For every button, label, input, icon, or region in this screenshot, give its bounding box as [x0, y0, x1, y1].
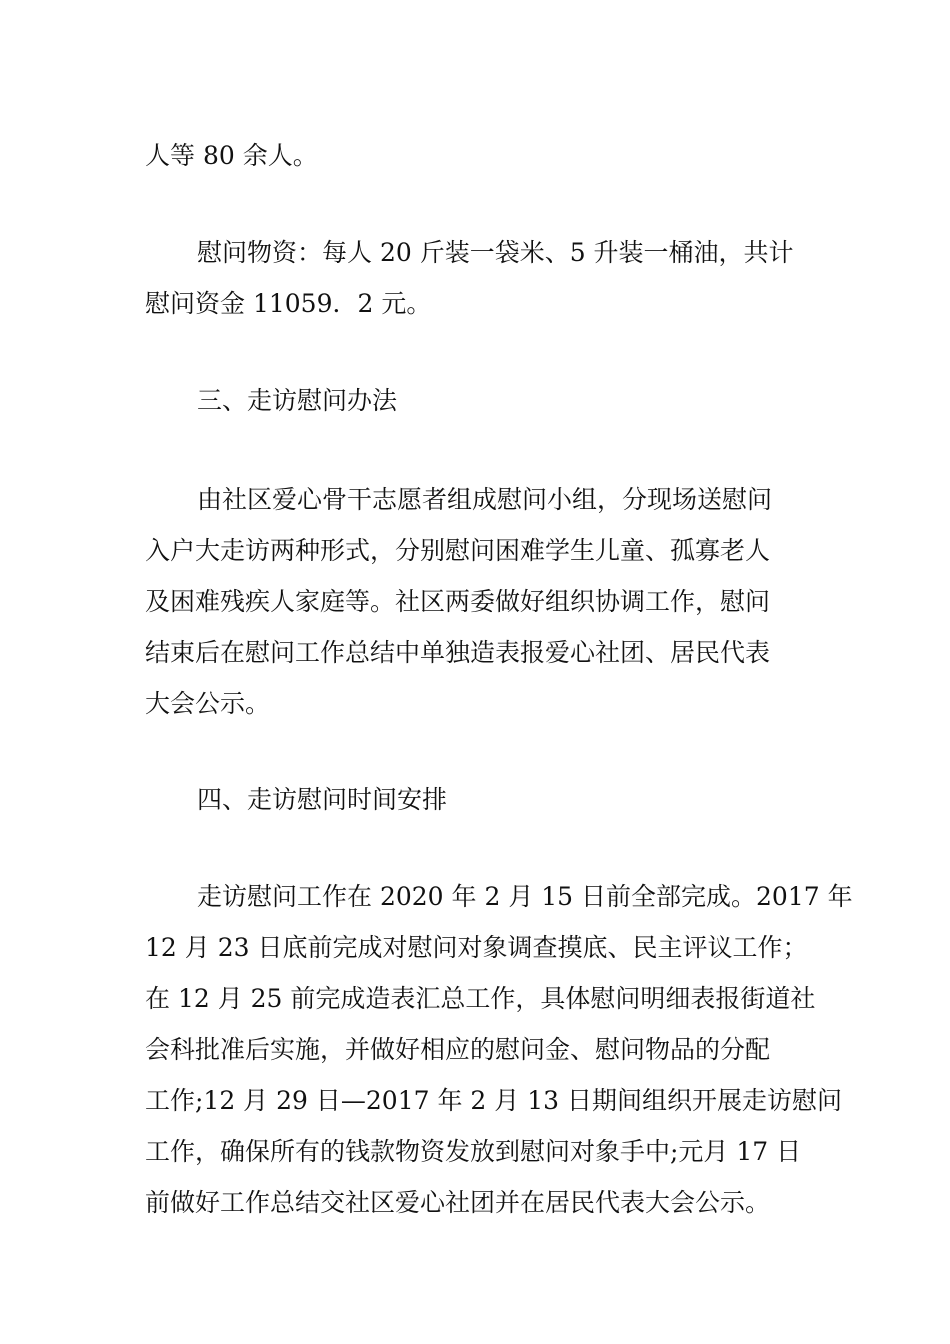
- paragraph-line: 及困难残疾人家庭等。社区两委做好组织协调工作，慰问: [145, 587, 771, 616]
- paragraph-line: 前做好工作总结交社区爱心社团并在居民代表大会公示。: [145, 1188, 771, 1217]
- section-heading-schedule: 四、走访慰问时间安排: [197, 785, 448, 814]
- paragraph-method: [145, 474, 805, 729]
- paragraph-line: 12 月 23 日底前完成对慰问对象调查摸底、民主评议工作；: [145, 933, 808, 962]
- paragraph-line: 结束后在慰问工作总结中单独造表报爱心社团、居民代表: [145, 638, 771, 667]
- paragraph-line: 由社区爱心骨干志愿者组成慰问小组，分现场送慰问: [197, 485, 773, 514]
- paragraph-line: 工作，确保所有的钱款物资发放到慰问对象手中;元月 17 日: [145, 1137, 802, 1166]
- paragraph-line: 走访慰问工作在 2020 年 2 月 15 日前全部完成。2017 年: [197, 882, 853, 911]
- paragraph-supplies: [145, 227, 805, 329]
- paragraph-schedule: [145, 871, 853, 1228]
- section-heading-method: 三、走访慰问办法: [197, 386, 398, 415]
- paragraph-line: 入户大走访两种形式，分别慰问困难学生儿童、孤寡老人: [145, 536, 771, 565]
- paragraph-line: 在 12 月 25 前完成造表汇总工作，具体慰问明细表报街道社: [145, 984, 816, 1013]
- paragraph-line: 慰问物资：每人 20 斤装一袋米、5 升装一桶油，共计: [197, 238, 794, 267]
- paragraph-line: 人等 80 余人。: [145, 141, 318, 170]
- paragraph-attendees: [145, 130, 805, 181]
- paragraph-line: 会科批准后实施，并做好相应的慰问金、慰问物品的分配: [145, 1035, 771, 1064]
- paragraph-line: 大会公示。: [145, 689, 271, 718]
- paragraph-line: 工作;12 月 29 日—2017 年 2 月 13 日期间组织开展走访慰问: [145, 1086, 842, 1115]
- paragraph-line: 慰问资金 11059．2 元。: [145, 289, 432, 318]
